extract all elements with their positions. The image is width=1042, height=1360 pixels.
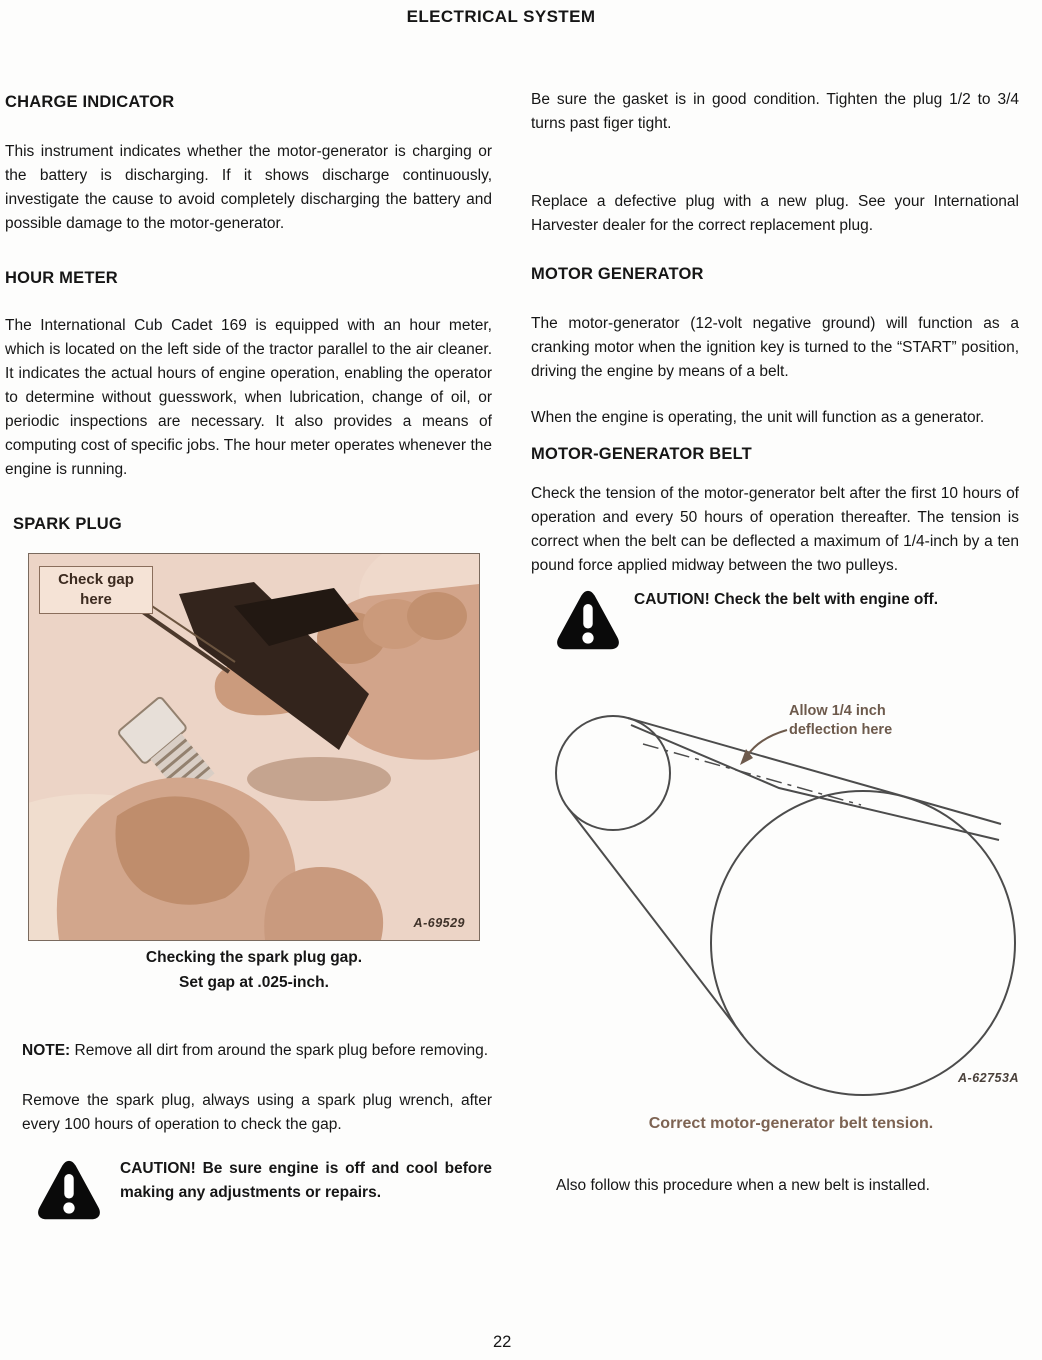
heading-hour-meter: HOUR METER [5,269,118,287]
note-paragraph [22,1039,492,1063]
page-title: ELECTRICAL SYSTEM [406,7,596,26]
motor-generator-paragraph-1: The motor-generator (12-volt negative ground) will function as a cranking motor when the ignition key is turned to the “START” position, driving the engine by means of a belt. [531,315,1019,380]
charge-indicator-paragraph: This instrument indicates whether the motor-generator is charging or the battery is discharging. If it shows discharge continuously, investigate the cause to avoid completely discharging the battery and possible damage to the motor-generator. [5,143,492,232]
deflection-annotation [789,702,892,740]
diagram-caption: Correct motor-generator belt tension. [648,1115,934,1132]
remove-plug-paragraph: Remove the spark plug, always using a spark plug wrench, after every 100 hours of operation to check the gap. [22,1092,492,1133]
hour-meter-paragraph: The International Cub Cadet 169 is equipped with an hour meter, which is located on the left side of the tractor parallel to the air cleaner. It indicates the actual hours of engine operation, enabling the operator to determine without guesswork, when lubrication, change of oil, or periodic inspections are necessary. It also provides a means of computing cost of specific jobs. The hour meter operates whenever the engine is running. [5,317,492,478]
photo-caption-line2: Set gap at .025-inch. [179,974,329,991]
note-body: Remove all dirt from around the spark plug before removing. [74,1042,489,1059]
caution-text-belt [634,588,1019,612]
right-column [531,88,1019,1198]
motor-generator-paragraph-2: When the engine is operating, the unit will function as a generator. [531,409,985,426]
heading-motor-generator-belt: MOTOR-GENERATOR BELT [531,445,752,463]
left-column [5,90,492,1225]
belt-tension-paragraph: Check the tension of the motor-generator belt after the first 10 hours of operation and every 50 hours of operation thereafter. The tension is correct when the belt can be deflected a maximum of 1/4-inch by a ten pound force applied midway between the two pulleys. [531,485,1019,574]
caution-triangle-icon [36,1157,102,1225]
caution-label: CAUTION! [634,591,710,608]
photo-caption [28,945,480,995]
gasket-paragraph: Be sure the gasket is in good condition. Tighten the plug 1/2 to 3/4 turns past figer tight. [531,91,1019,132]
replace-plug-paragraph: Replace a defective plug with a new plug. See your International Harvester dealer for the correct replacement plug. [531,193,1019,234]
caution-block-belt [552,588,1019,654]
new-belt-paragraph: Also follow this procedure when a new belt is installed. [556,1177,930,1194]
diagram-reference-number: A-62753A [958,1071,1019,1085]
photo-reference-number: A-69529 [413,916,465,930]
heading-charge-indicator: CHARGE INDICATOR [5,93,175,111]
note-label: NOTE: [22,1042,71,1059]
caution-label: CAUTION! [120,1160,196,1177]
photo-caption-line1: Checking the spark plug gap. [145,949,363,966]
page-number: 22 [493,1333,512,1351]
caution-body: Be sure engine is off and cool before making any adjustments or repairs. [120,1160,492,1201]
heading-motor-generator: MOTOR GENERATOR [531,265,704,283]
caution-text-engine-off [120,1157,492,1205]
photo-label-check-gap: Check gap here [39,566,153,614]
deflection-annotation-line1: Allow 1/4 inch [789,703,886,719]
caution-triangle-icon [552,588,624,654]
belt-diagram-drawing [531,700,1031,1100]
spark-plug-photo [28,553,480,941]
deflection-annotation-line2: deflection here [789,722,893,738]
spark-plug-figure [28,553,480,995]
caution-block-engine-off [36,1157,492,1225]
heading-spark-plug: SPARK PLUG [13,515,122,533]
caution-body: Check the belt with engine off. [714,591,938,608]
belt-diagram [531,700,1031,1100]
